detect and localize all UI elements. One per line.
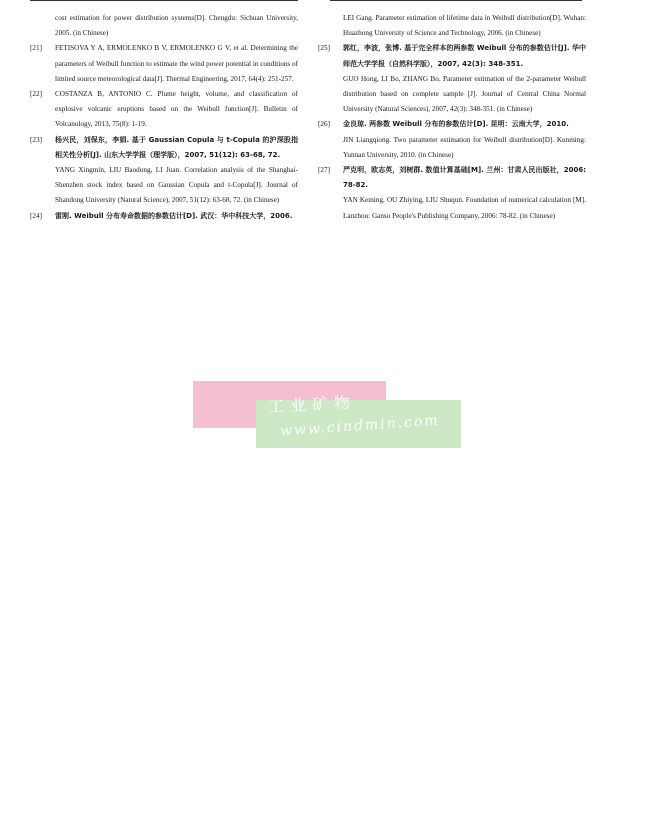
reference-text-chinese: 金良琼. 两参数 Weibull 分布的参数估计[D]. 昆明：云南大学，2010.: [343, 120, 569, 129]
reference-number: [23]: [30, 135, 42, 144]
reference-entry: [30, 41, 298, 87]
reference-text: YANG Xingmin, LIU Baodong, LI Juan. Correlation analysis of the Shanghai-Shenzhen stock index based on Gaussian Copula and t-Copula[J]. Journal of Shandong University (Natural Science), 2007, 51(12): 63-68, 72. (in Chinese): [55, 166, 298, 205]
references-left-column: [30, 11, 298, 224]
header-rule-left: [30, 0, 298, 9]
reference-entry: [318, 11, 586, 41]
reference-text: YAN Keming, OU Zhiying, LIU Shuqun. Foundation of numerical calculation [M]. Lanzhou: Gansu People's Publishing Company, 2006: 78-82. (in Chinese): [343, 196, 586, 220]
reference-text: JIN Liangqiong. Two parameter estimation for Weibull distribution[D]. Kunming: Yunnan University, 2010. (in Chinese): [343, 135, 586, 159]
reference-text-chinese: 严克明，欧志英，刘树群. 数值计算基础[M]. 兰州：甘肃人民出版社，2006: 78-82.: [343, 166, 586, 190]
references-right-column: [318, 11, 586, 224]
reference-number: [21]: [30, 44, 42, 53]
watermark-url: www.cindmin.com: [279, 412, 441, 440]
reference-entry: [318, 117, 586, 163]
reference-text: COSTANZA B, ANTONIO C. Plume height, volume, and classification of explosive volcanic eruptions based on the Weibull function[J]. Bulletin of Volcanology, 2013, 75(8): 1-19.: [55, 90, 298, 129]
reference-text: GUO Hong, LI Bo, ZHANG Bo. Parameter estimation of the 2-parameter Weibull distribution based on complete sample [J]. Journal of Central China Normal University (Natural Sciences), 2007, 42(3): 348-351. (in Chinese): [343, 74, 586, 114]
reference-entry: [30, 87, 298, 133]
reference-text-chinese: 郭红，李波，张博. 基于完全样本的两参数 Weibull 分布的参数估计[J]. 华中师范大学学报（自然科学版），2007, 42(3): 348-351.: [343, 44, 586, 68]
reference-text: cost estimation for power distribution systems[D]. Chengdu: Sichuan University, 2005. (in Chinese): [55, 14, 298, 38]
reference-entry: [318, 163, 586, 224]
header-rule-right: [330, 0, 582, 9]
watermark-title: 工业矿物: [267, 392, 357, 417]
reference-number: [27]: [318, 166, 330, 175]
reference-number: [25]: [318, 44, 330, 53]
reference-number: [24]: [30, 211, 42, 220]
reference-entry: [318, 41, 586, 117]
reference-number: [26]: [318, 120, 330, 129]
reference-entry: [30, 11, 298, 41]
reference-text-chinese: 雷刚. Weibull 分布寿命数据的参数估计[D]. 武汉：华中科技大学，2006.: [55, 211, 293, 220]
reference-number: [22]: [30, 90, 42, 99]
reference-text-chinese: 杨兴民，刘保东，李娟. 基于 Gaussian Copula 与 t-Copula 的沪深股指相关性分析[J]. 山东大学学报（理学版），2007, 51(12): 63-68, 72.: [55, 135, 298, 159]
reference-entry: [30, 209, 298, 224]
reference-text: FETISOVA Y A, ERMOLENKO B V, ERMOLENKO G V, et al. Determining the parameters of Weibull function to estimate the wind power potential in conditions of limited source meteorological data[J]. Thermal Engineering, 2017, 64(4): 251-257.: [55, 44, 298, 83]
reference-text: LEI Gang. Parameter estimation of lifetime data in Weibull distribution[D]. Wuhan: Huazhong University of Science and Technology, 2006. (in Chinese): [343, 14, 586, 38]
reference-entry: [30, 133, 298, 209]
